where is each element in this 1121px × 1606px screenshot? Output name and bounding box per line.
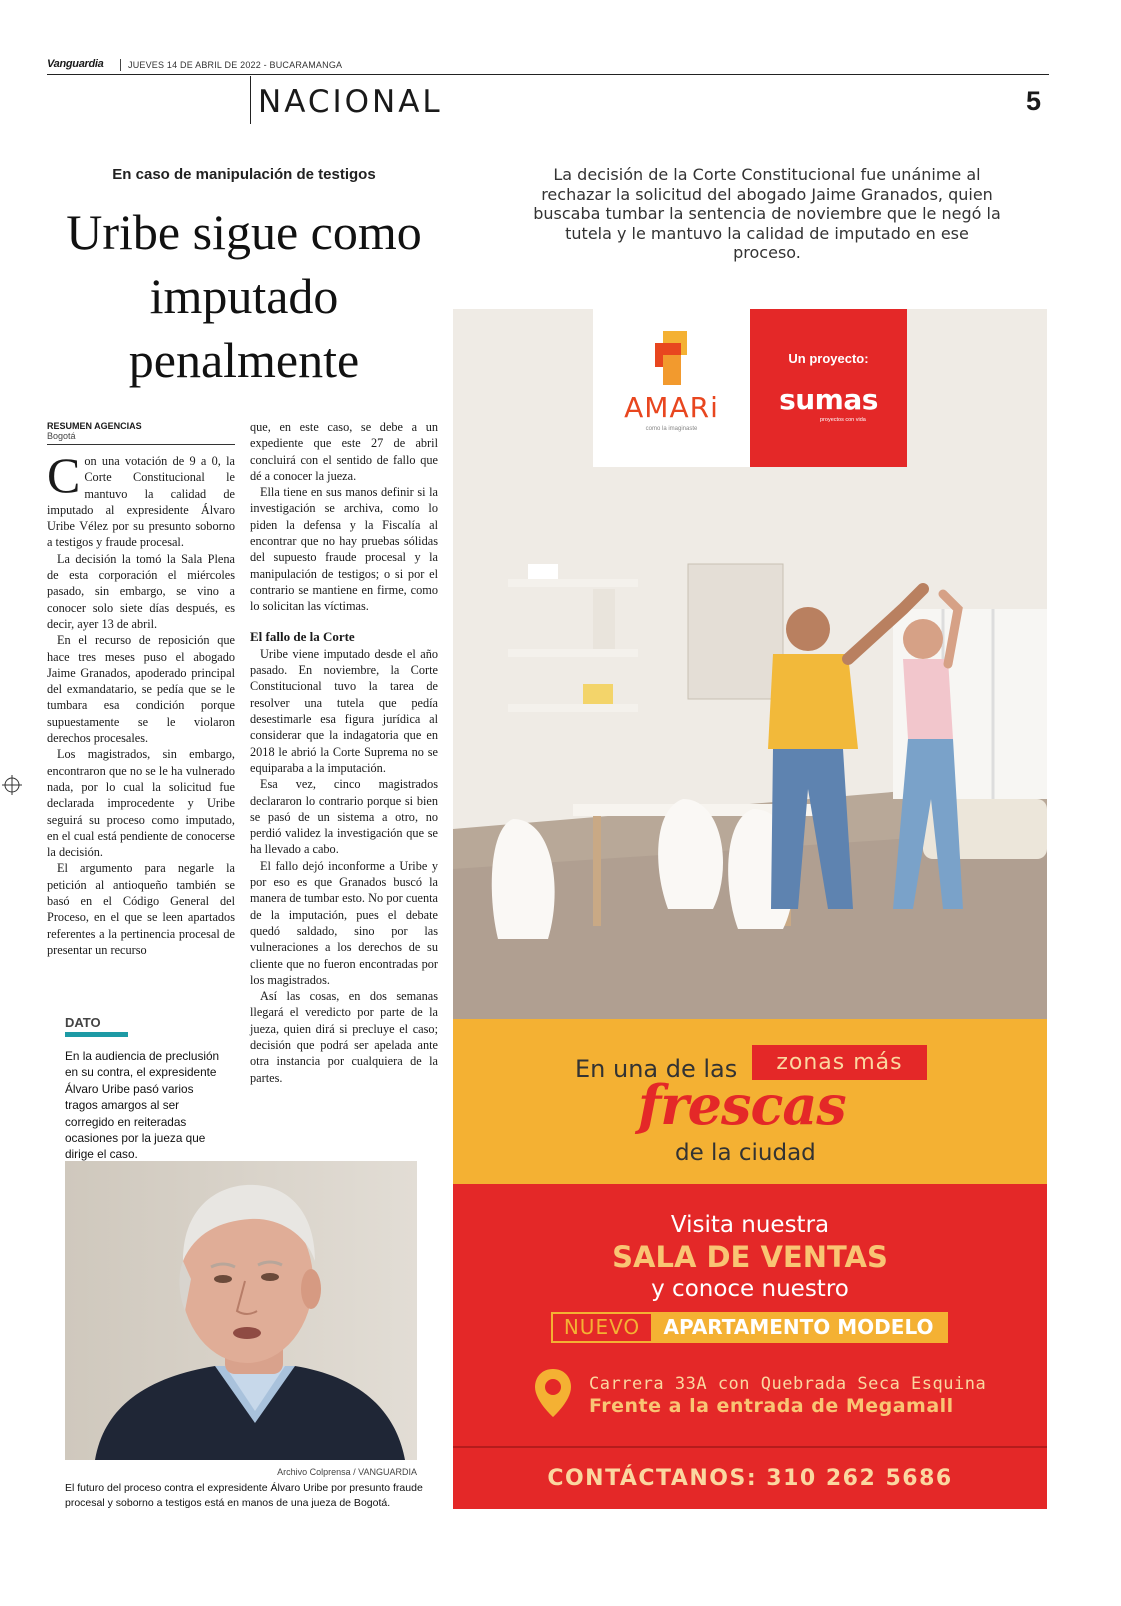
- amari-logo-icon: [649, 331, 693, 389]
- ad-apartamento: APARTAMENTO MODELO: [651, 1314, 946, 1341]
- sumas-brand: sumas: [779, 383, 878, 416]
- ad-yellow-band: [453, 1019, 1047, 1184]
- article-kicker: En caso de manipulación de testigos: [112, 166, 376, 183]
- paragraph: Los magistrados, sin embargo, encontraron que no se le ha vulnerado nada, por lo cual la solicitud fue declarada improcedente y Uribe seguirá su proceso como imputado, en el cual está pendiente de conocerse la decisión.: [47, 747, 235, 860]
- paragraph: Con una votación de 9 a 0, la Corte Constitucional le mantuvo la calidad de imputado al expresidente Álvaro Uribe Vélez por su presunto soborno a testigos y fraude procesal.: [47, 447, 235, 550]
- un-proyecto-label: Un proyecto:: [788, 351, 869, 366]
- ad-nuevo-box: [551, 1312, 948, 1343]
- amari-tagline: como la imaginaste: [645, 426, 698, 432]
- ad-frescas: frescas: [638, 1073, 846, 1137]
- ad-divider: [453, 1446, 1047, 1448]
- drop-cap: C: [47, 447, 81, 503]
- sumas-logo-panel: [750, 309, 907, 467]
- paragraph: La decisión la tomó la Sala Plena de esta corporación el miércoles pasado, sin embargo, se vino a conocer solo siete días después, es decir, ayer 13 de abril.: [47, 551, 235, 631]
- section-bar: [250, 76, 251, 124]
- portrait-illustration: [65, 1161, 417, 1460]
- ad-line-3: de la ciudad: [675, 1140, 816, 1166]
- ad-contact: CONTÁCTANOS: 310 262 5686: [547, 1466, 953, 1491]
- ad-sala-de-ventas: SALA DE VENTAS: [612, 1240, 888, 1274]
- paragraph: En el recurso de reposición que hace tres meses puso el abogado Jaime Granados, apoderado principal del exmandatario, se pedía que se le tumbara esa condición porque supuestamente se le violaron derechos procesales.: [47, 633, 235, 746]
- paragraph: Así las cosas, en dos semanas llegará el veredicto por parte de la jueza, quien dirá si precluye el caso; decisión que podrá ser apelada ante otra instancia por cualquiera de la partes.: [250, 989, 438, 1085]
- article-column-1: [47, 447, 235, 958]
- ad-visita: Visita nuestra: [670, 1212, 830, 1238]
- ad-red-band: [453, 1184, 1047, 1509]
- sumas-tagline: proyectos con vida: [820, 417, 866, 423]
- header-rule: [47, 74, 1049, 75]
- location-pin-icon: [533, 1367, 573, 1419]
- real-estate-advertisement: [453, 309, 1047, 1509]
- byline: [47, 421, 235, 441]
- dato-accent-bar: [65, 1032, 128, 1037]
- dato-title: DATO: [65, 1015, 101, 1030]
- paragraph: El argumento para negarle la petición al antioqueño también se basó en el Código General del Proceso, en el que se leen apartados referentes a la pertinencia procesal de presentar un recurso: [47, 861, 235, 957]
- paragraph: Esa vez, cinco magistrados declararon lo contrario porque si bien se pasó de un sistema a otro, no perdió validez la investigación que se ha llevado a cabo.: [250, 777, 438, 857]
- ad-conoce: y conoce nuestro: [651, 1276, 849, 1302]
- paragraph: Ella tiene en sus manos definir si la investigación se archiva, como lo piden la defensa y la Fiscalía al encontrar que no hay pruebas sólidas del supuesto fraude procesal y la manipulación de testigos; o si por el contrario se mantiene en firme, como lo solicitan las víctimas.: [250, 485, 438, 614]
- amari-logo-panel: [593, 309, 750, 467]
- byline-rule: [47, 444, 235, 445]
- paragraph: que, en este caso, se debe a un expediente que este 27 de abril concluirá con el sentido de fallo que dé a conocer la jueza.: [250, 420, 438, 483]
- article-column-2: [250, 419, 438, 1086]
- dato-text: En la audiencia de preclusión en su contra, el expresidente Álvaro Uribe pasó varios tragos amargos al ser corregido en reiteradas ocasiones por la jueza que dirige el caso.: [65, 1049, 220, 1162]
- ad-address-2: Frente a la entrada de Megamall: [589, 1395, 954, 1417]
- paragraph: Uribe viene imputado desde el año pasado. En noviembre, la Corte Constitucional tuvo la tarea de resolver una tutela que pedía desestimarle esa figura jurídica al considerar que la indagatoria que en 2018 le abrió la Corte Suprema no se equiparaba a la imputación.: [250, 646, 438, 775]
- photo-caption: El futuro del proceso contra el expresidente Álvaro Uribe por presunto fraude procesal y soborno a testigos está en manos de una jueza de Bogotá.: [65, 1482, 423, 1509]
- ad-nuevo: NUEVO: [563, 1315, 641, 1339]
- ad-line-1: En una de las: [575, 1055, 738, 1083]
- byline-author: RESUMEN AGENCIAS: [47, 421, 142, 431]
- ad-badge: zonas más: [752, 1045, 927, 1080]
- section-title: NACIONAL: [258, 84, 443, 120]
- ad-photo: [453, 309, 1047, 1019]
- byline-location: Bogotá: [47, 431, 76, 441]
- paragraph: El fallo dejó inconforme a Uribe y por eso es que Granados buscó la manera de tumbar esto. No por cuenta de la imputación, pues el debate quedó saldado, sino por las vulneraciones a los derechos de su cliente que no fueron encontradas por los magistrados.: [250, 858, 438, 987]
- dateline: JUEVES 14 DE ABRIL DE 2022 - BUCARAMANGA: [128, 60, 343, 70]
- masthead-brand: Vanguardia: [47, 58, 104, 70]
- photo-credit: Archivo Colprensa / VANGUARDIA: [277, 1467, 417, 1477]
- article-subhead: El fallo de la Corte: [250, 628, 355, 644]
- article-photo: [65, 1161, 417, 1460]
- pull-quote: La decisión de la Corte Constitucional fue unánime al rechazar la solicitud del abogado Jaime Granados, quien buscaba tumbar la sentencia de noviembre que le negó la tutela y le mantuvo la calidad de imputado en ese proceso.: [533, 165, 1001, 263]
- ad-address-1: Carrera 33A con Quebrada Seca Esquina: [589, 1374, 987, 1394]
- article-headline: Uribe sigue como imputado penalmente: [66, 204, 422, 388]
- amari-brand: AMARi: [624, 391, 719, 424]
- registration-mark-icon: [2, 775, 22, 795]
- page-number: 5: [1026, 86, 1042, 116]
- header-separator: [120, 59, 121, 71]
